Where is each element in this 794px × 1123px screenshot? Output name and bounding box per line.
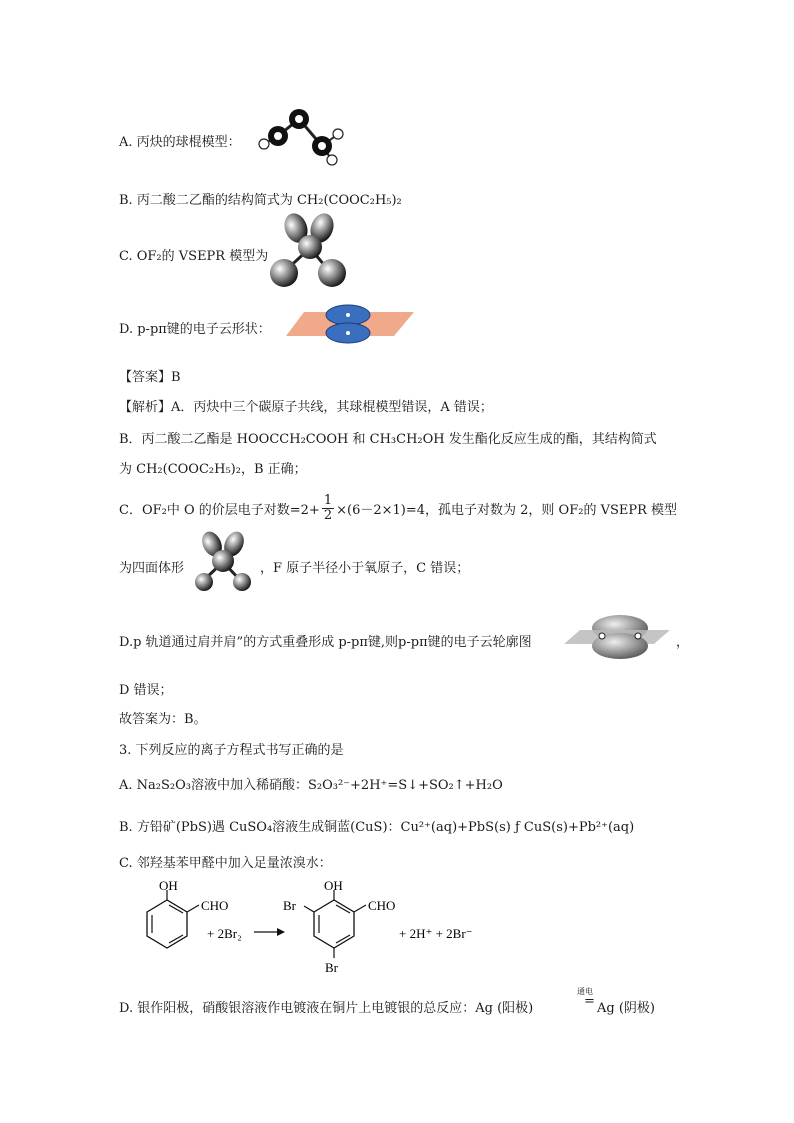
- electrolysis-condition: 通电: [577, 987, 593, 996]
- explanation-d-line2: D 错误；: [119, 683, 173, 698]
- of2-vsepr-model-icon: [264, 212, 352, 292]
- option-b: B. 丙二酸二乙酯的结构简式为 CH₂(COOC₂H₅)₂: [119, 193, 402, 208]
- exp-c1-pre: C．OF₂中 O 的价层电子对数=2+: [119, 502, 320, 518]
- question-3-option-d-text: D. 银作阳极，硝酸银溶液作电镀液在铜片上电镀银的总反应：Ag (阳极): [119, 1001, 534, 1016]
- fraction-numerator: 1: [323, 492, 333, 508]
- exp-c2-post: ，F 原子半径小于氧原子，C 错误；: [260, 561, 470, 576]
- conclusion: 故答案为：B。: [119, 712, 207, 727]
- tetrahedral-model-icon: [192, 530, 258, 594]
- explanation-d-line1: D.p 轨道通过肩并肩”的方式重叠形成 p-pπ键,则p-pπ键的电子云轮廓图: [119, 635, 532, 650]
- explanation-b-line2: 为 CH₂(COOC₂H₅)₂，B 正确；: [119, 462, 307, 477]
- explanation-b-line1: B．丙二酸二乙酯是 HOOCCH₂COOH 和 CH₃CH₂OH 发生酯化反应生成的酯，其结构简式: [119, 432, 657, 447]
- reaction-diagram: [119, 880, 639, 980]
- option-a: A. 丙炔的球棍模型：: [119, 135, 241, 150]
- question-3-option-a: A. Na₂S₂O₃溶液中加入稀硝酸：S₂O₃²⁻+2H⁺=S↓+SO₂↑+H₂O: [119, 778, 503, 793]
- propyne-ball-stick-icon: [254, 104, 346, 170]
- equals-sign: =: [584, 994, 595, 1009]
- reagent-br2: + 2Br₂: [207, 926, 242, 941]
- products-ions: + 2H⁺ + 2Br⁻: [399, 926, 473, 941]
- fraction: [322, 494, 334, 523]
- exp-c1-post: ×(6－2×1)=4，孤电子对数为 2，则 OF₂的 VSEPR 模型: [336, 502, 678, 518]
- reactant-cho: CHO: [201, 898, 229, 913]
- option-c: C. OF₂的 VSEPR 模型为: [119, 249, 269, 264]
- question-3-stem: 3. 下列反应的离子方程式书写正确的是: [119, 743, 344, 758]
- product-br-bottom: Br: [325, 960, 338, 975]
- explanation-c-line1: [119, 488, 677, 528]
- reactant-oh: OH: [159, 880, 178, 893]
- product-br-left: Br: [283, 898, 296, 913]
- p-p-pi-bond-cloud-icon: [284, 302, 416, 346]
- explanation-a: 【解析】A．丙炔中三个碳原子共线，其球棍模型错误，A 错误；: [119, 400, 493, 415]
- pi-bond-outline-icon: [562, 612, 672, 662]
- product-cho: CHO: [368, 898, 396, 913]
- reactant-ring: [147, 900, 187, 948]
- question-3-option-d-product: Ag (阴极): [597, 1001, 655, 1016]
- product-oh: OH: [324, 880, 343, 893]
- question-3-option-b: B. 方铅矿(PbS)遇 CuSO₄溶液生成铜蓝(CuS)：Cu²⁺(aq)+PbS(s) ƒ CuS(s)+Pb²⁺(aq): [119, 820, 635, 835]
- question-3-option-c: C. 邻羟基苯甲醛中加入足量浓溴水：: [119, 856, 332, 871]
- answer-line: 【答案】B: [119, 370, 181, 385]
- explanation-d-comma: ，: [676, 635, 690, 650]
- option-d: D. p-pπ键的电子云形状：: [119, 322, 271, 337]
- product-ring: [314, 900, 354, 948]
- exp-c2-pre: 为四面体形: [119, 561, 185, 576]
- fraction-denominator: 2: [323, 507, 333, 523]
